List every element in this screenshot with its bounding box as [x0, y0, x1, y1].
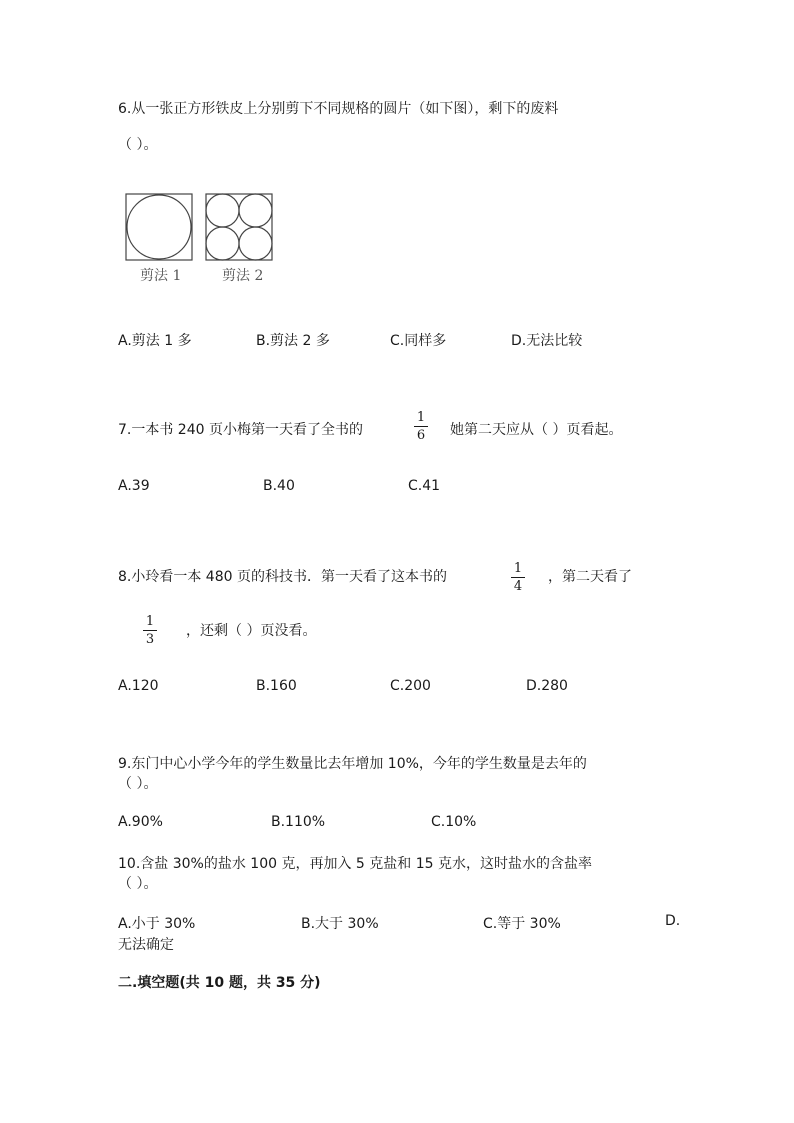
- q7-option-c: C.41: [408, 478, 441, 494]
- q8-stem-a: 8.小玲看一本 480 页的科技书．第一天看了这本书的: [118, 569, 447, 585]
- circle-cut2-tl: [206, 194, 239, 227]
- q8-option-b: B.160: [256, 678, 297, 694]
- q9-stem-line1: 9.东门中心小学今年的学生数量比去年增加 10%，今年的学生数量是去年的: [118, 756, 587, 772]
- q6-option-c: C.同样多: [390, 333, 447, 349]
- circle-cut2-tr: [239, 194, 272, 227]
- q8-frac1-num: 1: [513, 561, 523, 576]
- q8-option-a: A.120: [118, 678, 159, 694]
- q9-option-c: C.10%: [431, 814, 477, 830]
- q6-figure: [124, 192, 278, 262]
- q7-frac-bar: [414, 426, 428, 427]
- q8-frac1-bar: [511, 577, 525, 578]
- q8-option-c: C.200: [390, 678, 431, 694]
- q7-frac-num: 1: [416, 410, 426, 425]
- circle-cut2-br: [239, 227, 272, 260]
- q7-option-a: A.39: [118, 478, 150, 494]
- q6-caption2: 剪法 2: [222, 268, 264, 284]
- q10-stem-line1: 10.含盐 30%的盐水 100 克，再加入 5 克盐和 15 克水，这时盐水的含盐率: [118, 856, 592, 872]
- q7-frac-den: 6: [416, 428, 426, 443]
- section2-title: 二.填空题(共 10 题，共 35 分): [118, 975, 321, 991]
- square-cut2: [206, 194, 272, 260]
- q6-caption1: 剪法 1: [140, 268, 182, 284]
- q6-stem-line1: 6.从一张正方形铁皮上分别剪下不同规格的圆片（如下图），剩下的废料: [118, 101, 559, 117]
- q8-frac2-bar: [143, 630, 157, 631]
- q6-option-a: A.剪法 1 多: [118, 333, 192, 349]
- q6-option-b: B.剪法 2 多: [256, 333, 330, 349]
- q9-option-b: B.110%: [271, 814, 326, 830]
- q7-stem-b: 她第二天应从（ ）页看起。: [450, 422, 623, 438]
- q7-option-b: B.40: [263, 478, 295, 494]
- q9-stem-line2: （ ）。: [118, 776, 158, 792]
- q8-frac2-num: 1: [145, 614, 155, 629]
- q8-frac1-den: 4: [513, 579, 523, 594]
- q8-frac2-den: 3: [145, 632, 155, 647]
- circle-cut1: [127, 195, 191, 259]
- q6-stem-line2: （ ）。: [118, 137, 158, 153]
- q8-stem-b: ，第二天看了: [548, 569, 632, 585]
- square-cut1: [126, 194, 192, 260]
- q7-fraction: [414, 410, 428, 443]
- q10-stem-line2: （ ）。: [118, 876, 158, 892]
- q8-option-d: D.280: [526, 678, 568, 694]
- q8-stem-c: ，还剩（ ）页没看。: [186, 623, 317, 639]
- q10-option-d: D.: [665, 913, 681, 929]
- q7-stem-a: 7.一本书 240 页小梅第一天看了全书的: [118, 422, 363, 438]
- q10-option-d-cont: 无法确定: [118, 937, 174, 953]
- q10-option-a: A.小于 30%: [118, 916, 196, 932]
- q8-fraction2: [143, 614, 157, 647]
- circle-cut2-bl: [206, 227, 239, 260]
- q9-option-a: A.90%: [118, 814, 163, 830]
- q10-option-c: C.等于 30%: [483, 916, 561, 932]
- q10-option-b: B.大于 30%: [301, 916, 379, 932]
- q8-fraction1: [511, 561, 525, 594]
- q6-option-d: D.无法比较: [511, 333, 583, 349]
